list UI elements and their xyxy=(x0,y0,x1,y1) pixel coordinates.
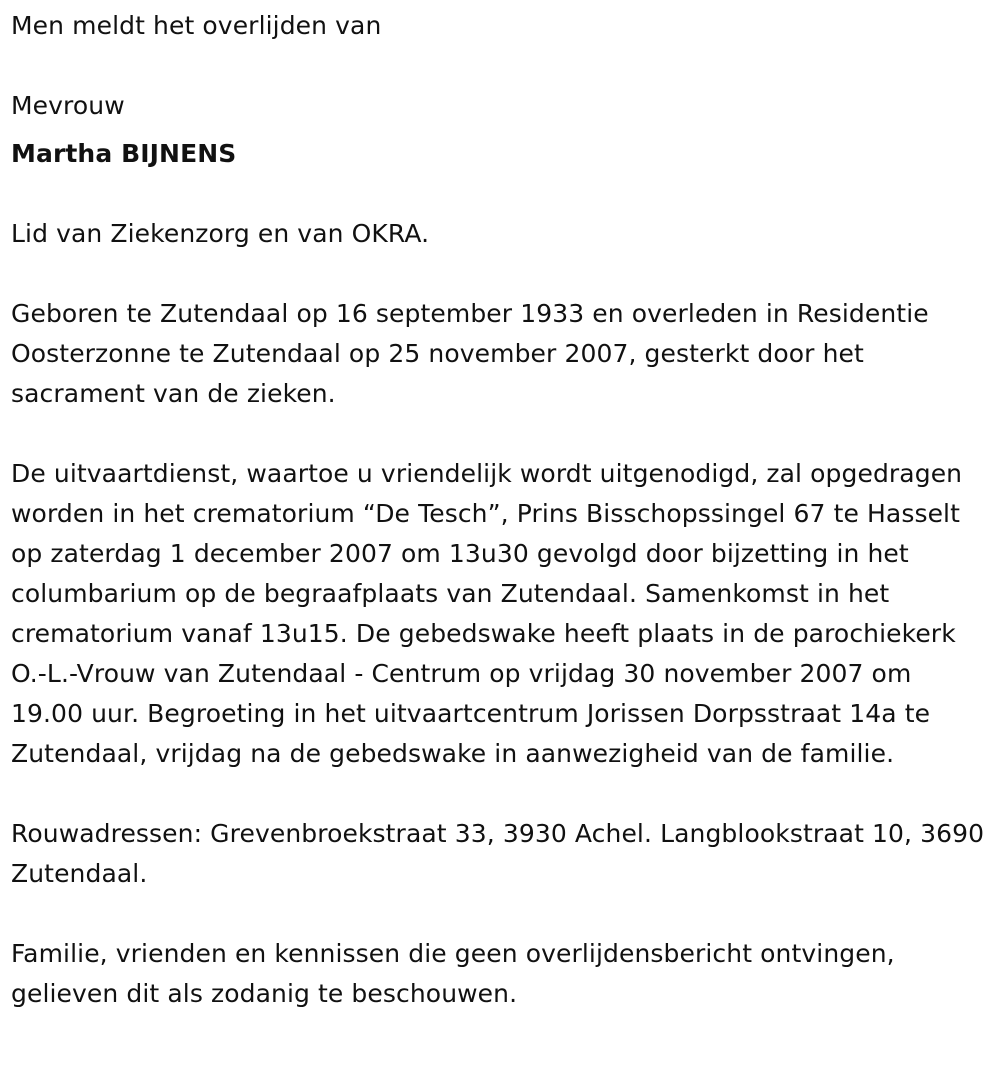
service-paragraph: De uitvaartdienst, waartoe u vriendelijk wordt uitgenodigd, zal opgedragen worden in het crematorium “De Tesch”, Prins Bisschopssingel 67 te Hasselt op zaterdag 1 december 2007 om 13u30 gevolgd door bijzetting in het columbarium op de begraafplaats van Zutendaal. Samenkomst in het crematorium vanaf 13u15. De gebedswake heeft plaats in de parochiekerk O.-L.-Vrouw van Zutendaal - Centrum op vrijdag 30 november 2007 om 19.00 uur. Begroeting in het uitvaartcentrum Jorissen Dorpsstraat 14a te Zutendaal, vrijdag na de gebedswake in aanwezigheid van de familie. xyxy=(11,459,963,768)
birth-death-paragraph: Geboren te Zutendaal op 16 september 1933 en overleden in Residentie Oosterzonne te Zutendaal op 25 november 2007, gesterkt door het sacrament van de zieken. xyxy=(11,299,929,408)
intro-line: Men meldt het overlijden van xyxy=(11,11,382,40)
membership-paragraph: Lid van Ziekenzorg en van OKRA. xyxy=(11,219,430,248)
deceased-name: Martha BIJNENS xyxy=(11,139,237,168)
spacer xyxy=(11,254,986,294)
closing-paragraph: Familie, vrienden en kennissen die geen overlijdensbericht ontvingen, gelieven dit als zodanig te beschouwen. xyxy=(11,939,895,1008)
salutation: Mevrouw xyxy=(11,91,125,120)
spacer xyxy=(11,774,986,814)
spacer xyxy=(11,174,986,214)
spacer xyxy=(11,414,986,454)
addresses-paragraph: Rouwadressen: Grevenbroekstraat 33, 3930 Achel. Langblookstraat 10, 3690 Zutendaal. xyxy=(11,819,985,888)
spacer xyxy=(11,46,986,86)
death-notice xyxy=(11,6,986,1014)
spacer xyxy=(11,894,986,934)
